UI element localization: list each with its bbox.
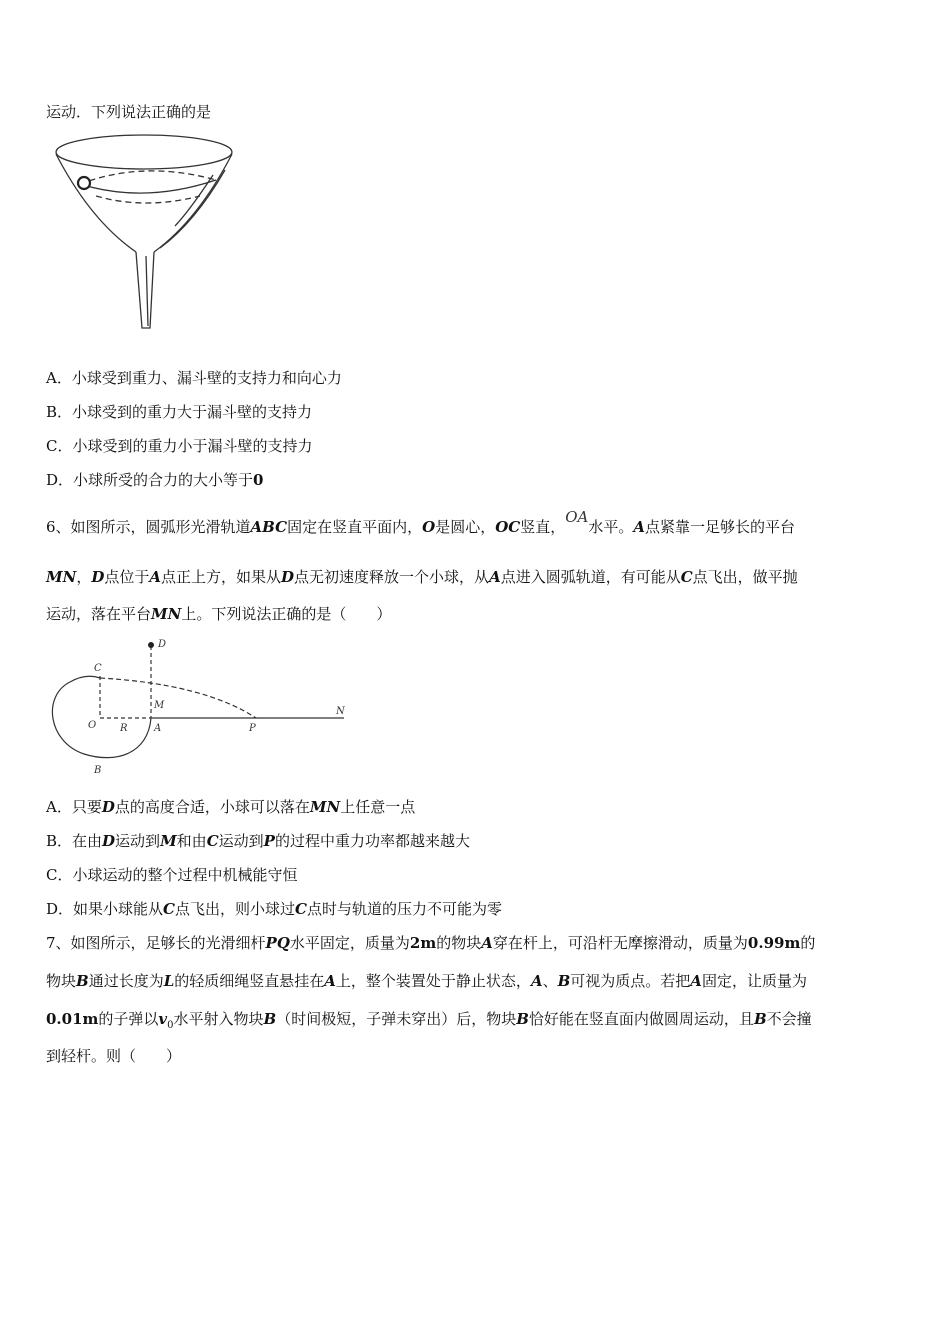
label-n: N [336, 706, 345, 717]
q7-line-4: 到轻杆。则（ ） [46, 1047, 182, 1065]
point-d-dot [148, 642, 154, 648]
q7-line-2: 物块B通过长度为L的轻质细绳竖直悬挂在A上，整个装置处于静止状态，A、B可视为质点。若把A固定，让质量为 [46, 972, 807, 990]
q7-line-3: 0.01m的子弹以$v_0$水平射入物块B（时间极短，子弹未穿出）后，物块B恰好能在竖直面内做圆周运动，且B不会撞 [46, 1010, 812, 1031]
funnel-rim [56, 135, 232, 169]
q6-option-b[interactable]: B．在由D运动到M和由C运动到P的过程中重力功率都越来越大 [46, 832, 470, 850]
funnel-stem [136, 252, 154, 328]
q6-line-1: 6、如图所示，圆弧形光滑轨道ABC固定在竖直平面内，O是圆心，OC竖直，OA水平。A点紧靠一足够长的平台 [46, 508, 796, 536]
label-b: B [94, 765, 102, 776]
q5-option-b[interactable]: B．小球受到的重力大于漏斗壁的支持力 [46, 403, 313, 421]
oa-formula: OA [565, 508, 589, 526]
q6-line-2: MN，D点位于A点正上方，如果从D点无初速度释放一个小球，从A点进入圆弧轨道，有可能从C点飞出，做平抛 [46, 568, 798, 586]
label-r: R [120, 723, 128, 734]
label-a: A [154, 723, 162, 734]
q6-line-3: 运动，落在平台MN上。下列说法正确的是（ ） [46, 605, 392, 623]
q5-intro-tail: 运动．下列说法正确的是 [46, 103, 212, 121]
q6-option-d[interactable]: D．如果小球能从C点飞出，则小球过C点时与轨道的压力不可能为零 [46, 900, 502, 918]
arc-track-abc [52, 676, 151, 757]
label-m: M [154, 700, 165, 711]
label-d: D [158, 639, 167, 650]
label-p: P [249, 723, 256, 734]
label-c: C [94, 663, 102, 674]
q5-option-d[interactable]: D．小球所受的合力的大小等于0 [46, 471, 264, 489]
track-figure [44, 636, 354, 781]
ball-icon [78, 177, 90, 189]
ball-orbit-front [80, 180, 216, 193]
q6-option-a[interactable]: A．只要D点的高度合适，小球可以落在MN上任意一点 [46, 798, 416, 816]
q5-option-a[interactable]: A．小球受到重力、漏斗壁的支持力和向心力 [46, 369, 342, 387]
label-o: O [88, 720, 97, 731]
ball-orbit-back [80, 171, 216, 184]
q7-line-1: 7、如图所示，足够长的光滑细杆PQ水平固定，质量为2m的物块A穿在杆上，可沿杆无摩擦滑动，质量为0.99m的 [46, 934, 816, 952]
projectile-path [100, 678, 256, 718]
q5-option-c[interactable]: C．小球受到的重力小于漏斗壁的支持力 [46, 437, 313, 455]
q6-option-c[interactable]: C．小球运动的整个过程中机械能守恒 [46, 866, 298, 884]
funnel-figure [50, 130, 240, 335]
